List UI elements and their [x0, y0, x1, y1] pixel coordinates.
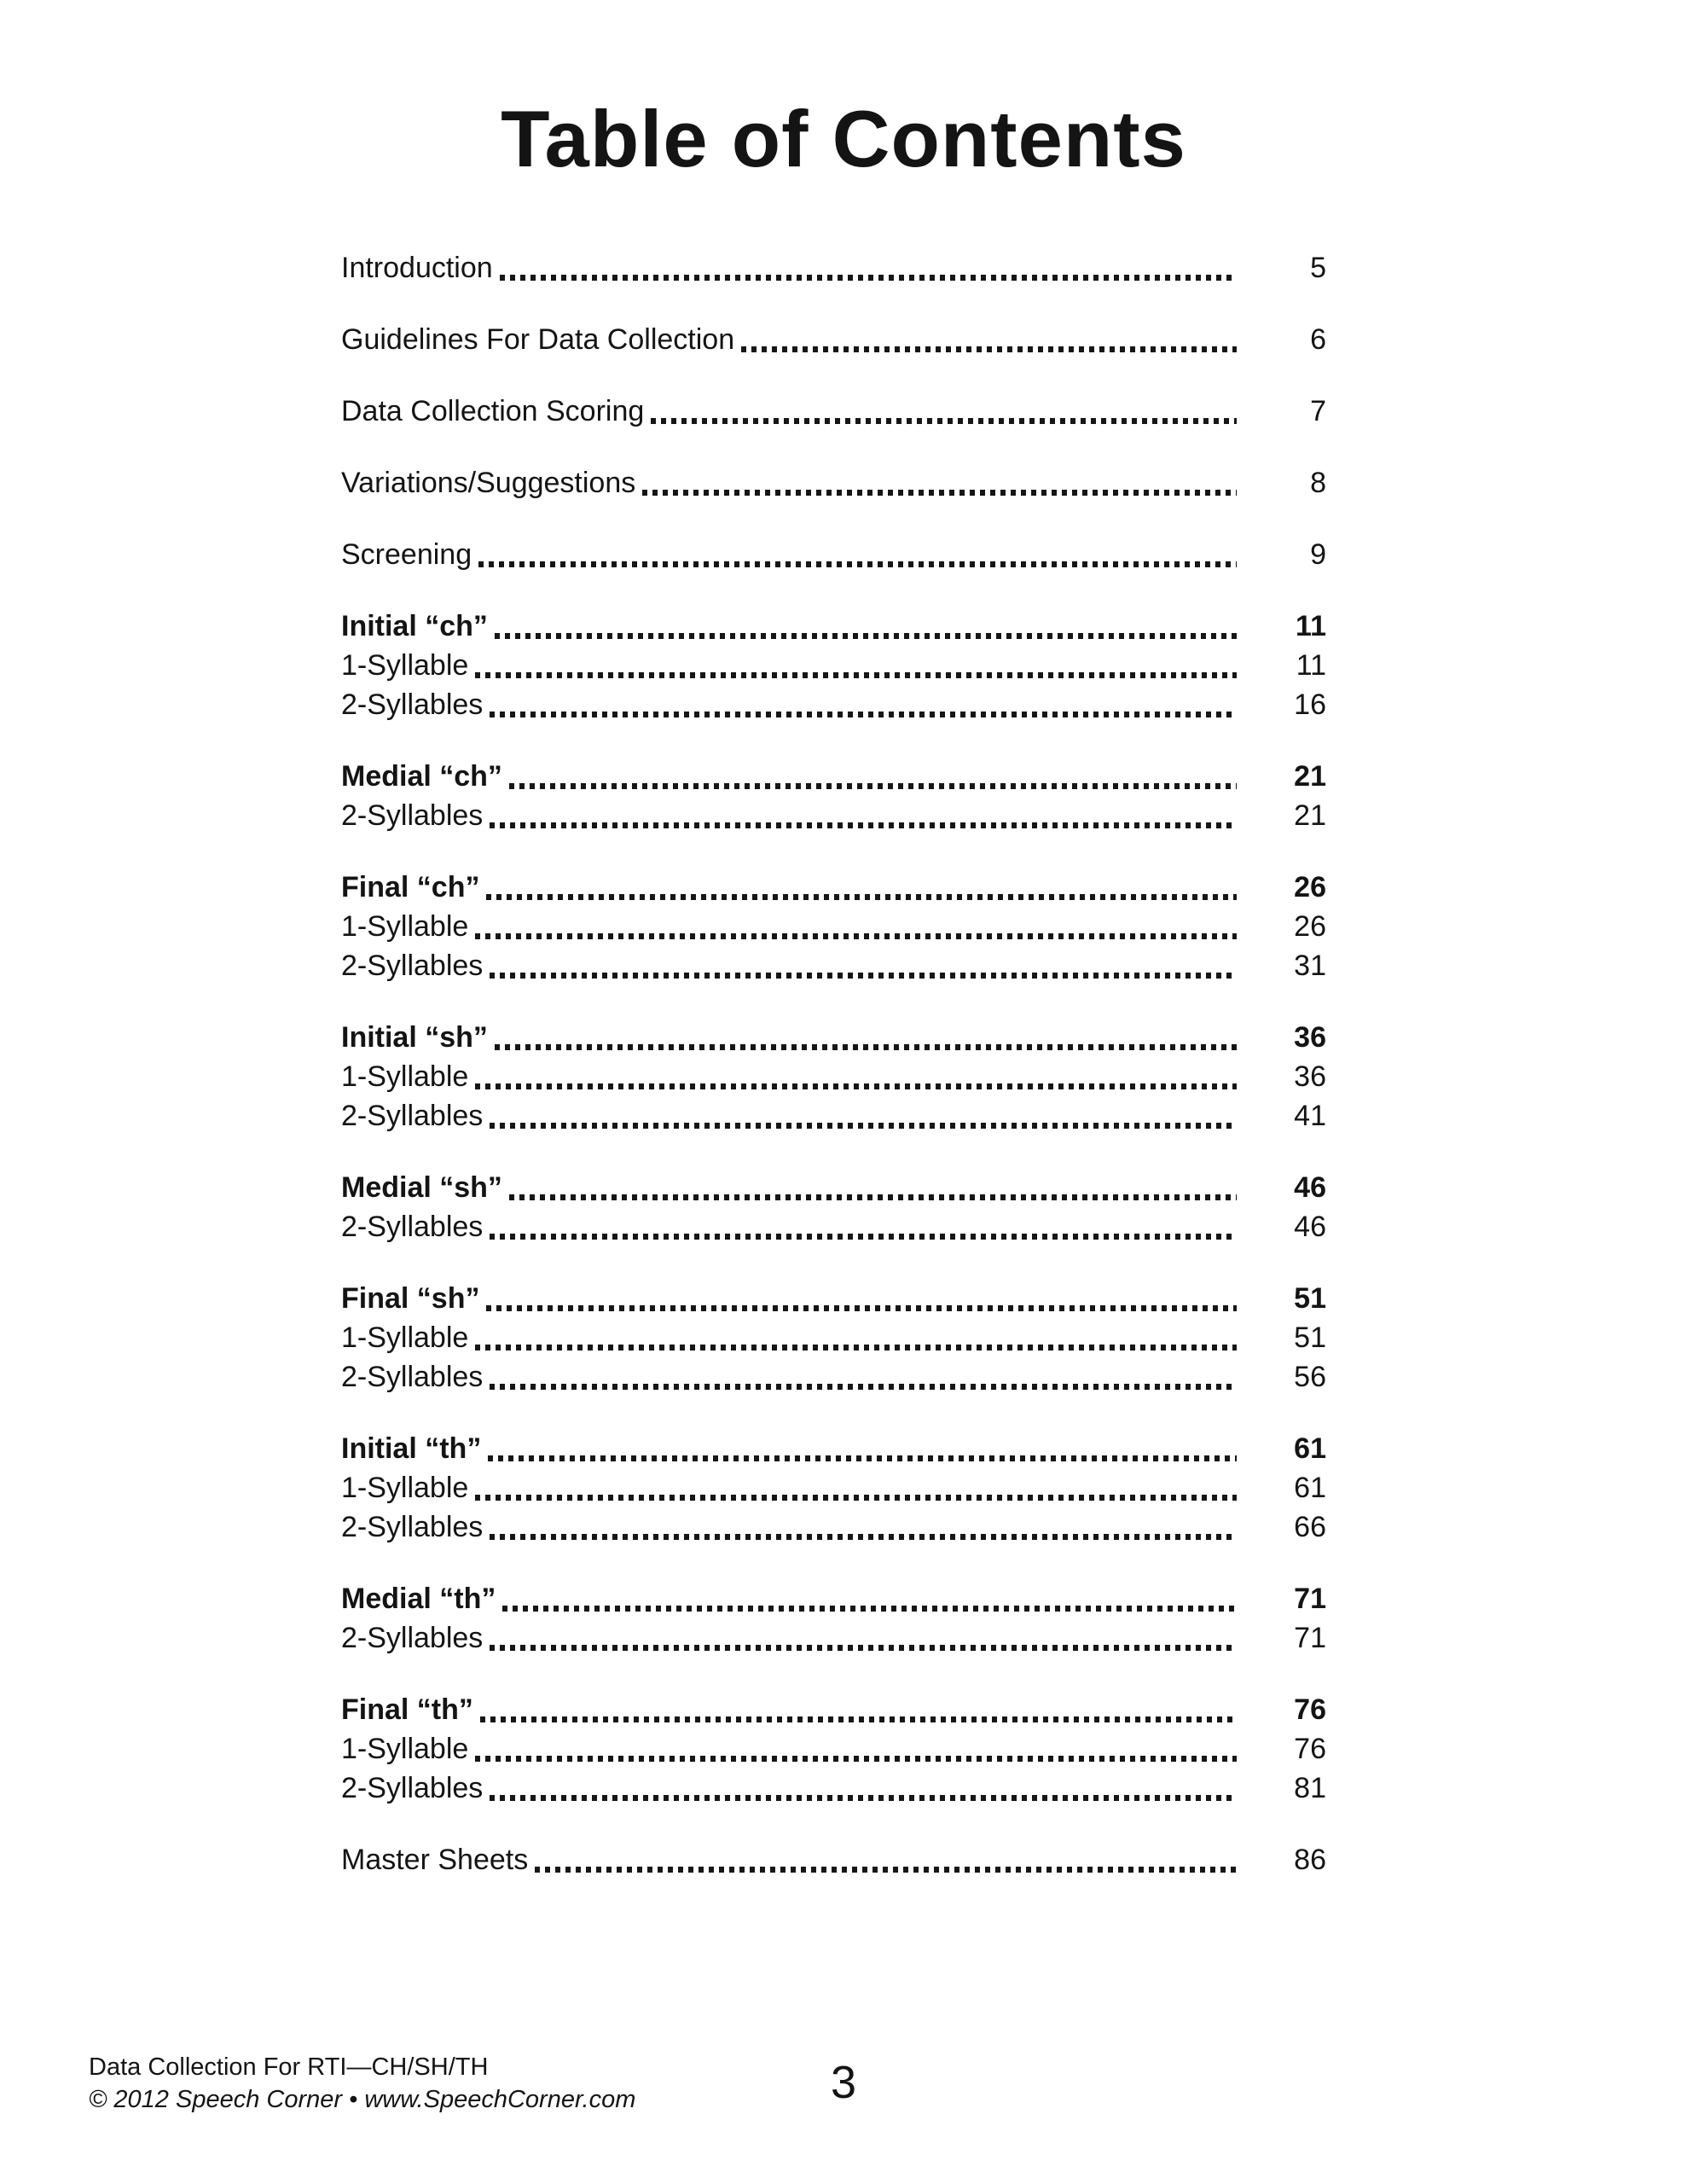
toc-entry-label: 2-Syllables: [341, 1511, 484, 1544]
page-title: Table of Contents: [501, 94, 1186, 183]
toc-entry: [341, 463, 1326, 502]
toc-entry-label: Medial “sh”: [341, 1171, 502, 1205]
dot-leader: [490, 1645, 1237, 1651]
toc-entry: [341, 1018, 1326, 1057]
toc-entry: [341, 907, 1326, 946]
toc-entry-label: Initial “ch”: [341, 610, 488, 643]
toc-group: [341, 1168, 1326, 1246]
toc-entry: [341, 392, 1326, 431]
dot-leader: [475, 1083, 1237, 1089]
toc-entry: [341, 1840, 1326, 1879]
dot-leader: [486, 894, 1237, 900]
toc-entry-page: 61: [1294, 1472, 1326, 1505]
toc-entry-label: Variations/Suggestions: [341, 467, 636, 500]
dot-leader: [475, 1495, 1237, 1501]
dot-leader: [509, 783, 1237, 789]
toc-list: [341, 248, 1326, 1879]
dot-leader: [475, 1756, 1237, 1762]
toc-group: [341, 248, 1326, 288]
toc-entry-page: 71: [1294, 1583, 1326, 1616]
toc-entry-page: 26: [1294, 910, 1326, 944]
toc-entry-page: 86: [1294, 1844, 1326, 1877]
toc-entry: [341, 1429, 1326, 1468]
toc-entry-page: 76: [1294, 1733, 1326, 1766]
footer-booklet-title: Data Collection For RTI—CH/SH/TH: [89, 2053, 489, 2081]
toc-entry: [341, 535, 1326, 574]
dot-leader: [642, 490, 1237, 496]
footer-copyright: © 2012 Speech Corner • www.SpeechCorner.com: [89, 2086, 636, 2113]
toc-entry: [341, 248, 1326, 288]
toc-entry: [341, 1168, 1326, 1207]
toc-entry-page: 36: [1294, 1060, 1326, 1094]
toc-entry: [341, 1096, 1326, 1136]
dot-leader: [478, 561, 1237, 567]
toc-group: [341, 1840, 1326, 1879]
toc-entry-page: 46: [1294, 1171, 1326, 1205]
dot-leader: [509, 1194, 1237, 1200]
toc-entry: [341, 646, 1326, 685]
toc-group: [341, 535, 1326, 574]
toc-group: [341, 1018, 1326, 1136]
toc-entry: [341, 607, 1326, 646]
toc-group: [341, 1690, 1326, 1808]
toc-entry: [341, 1769, 1326, 1808]
toc-entry: [341, 1057, 1326, 1096]
toc-entry-label: Medial “ch”: [341, 760, 502, 793]
toc-entry-label: 1-Syllable: [341, 1472, 469, 1505]
toc-group: [341, 757, 1326, 835]
toc-entry: [341, 1207, 1326, 1246]
toc-entry: [341, 1468, 1326, 1507]
dot-leader: [535, 1867, 1237, 1873]
toc-entry-label: Final “sh”: [341, 1282, 480, 1316]
dot-leader: [495, 633, 1237, 639]
toc-entry-page: 51: [1294, 1321, 1326, 1355]
dot-leader: [490, 1234, 1237, 1240]
page-number: 3: [830, 2057, 857, 2108]
toc-entry-page: 21: [1294, 799, 1326, 833]
toc-entry-page: 7: [1310, 395, 1326, 428]
toc-entry-page: 6: [1310, 323, 1326, 357]
dot-leader: [490, 973, 1237, 979]
dot-leader: [502, 1606, 1237, 1612]
dot-leader: [490, 1123, 1237, 1129]
toc-entry-label: 2-Syllables: [341, 688, 484, 722]
toc-entry-page: 26: [1294, 871, 1326, 904]
toc-entry-label: Screening: [341, 538, 472, 572]
toc-entry: [341, 1507, 1326, 1547]
dot-leader: [490, 822, 1237, 828]
dot-leader: [651, 418, 1237, 424]
toc-entry: [341, 1318, 1326, 1357]
dot-leader: [475, 1345, 1237, 1350]
toc-entry-label: 2-Syllables: [341, 1772, 484, 1805]
toc-entry-page: 61: [1294, 1432, 1326, 1466]
toc-entry: [341, 1357, 1326, 1397]
toc-group: [341, 1429, 1326, 1547]
toc-entry-label: 2-Syllables: [341, 1100, 484, 1133]
toc-entry-label: 2-Syllables: [341, 950, 484, 983]
toc-entry: [341, 685, 1326, 724]
toc-group: [341, 1579, 1326, 1658]
toc-entry-label: Final “ch”: [341, 871, 480, 904]
toc-entry-page: 21: [1294, 760, 1326, 793]
toc-entry-label: 2-Syllables: [341, 1211, 484, 1244]
toc-entry: [341, 946, 1326, 985]
toc-entry-page: 76: [1294, 1693, 1326, 1727]
toc-group: [341, 1279, 1326, 1397]
toc-group: [341, 392, 1326, 431]
dot-leader: [488, 1455, 1237, 1461]
toc-entry: [341, 1729, 1326, 1769]
toc-entry-label: Initial “th”: [341, 1432, 482, 1466]
dot-leader: [475, 672, 1237, 678]
toc-entry-page: 31: [1294, 950, 1326, 983]
toc-entry: [341, 1579, 1326, 1618]
toc-entry-label: 2-Syllables: [341, 1361, 484, 1394]
toc-entry-label: 1-Syllable: [341, 1060, 469, 1094]
toc-entry-label: 1-Syllable: [341, 1733, 469, 1766]
dot-leader: [490, 1384, 1237, 1390]
toc-entry-page: 51: [1294, 1282, 1326, 1316]
toc-entry: [341, 320, 1326, 359]
toc-entry-page: 16: [1294, 688, 1326, 722]
toc-entry-page: 8: [1310, 467, 1326, 500]
dot-leader: [495, 1044, 1237, 1050]
dot-leader: [475, 933, 1237, 939]
toc-entry-page: 46: [1294, 1211, 1326, 1244]
toc-entry-page: 36: [1294, 1021, 1326, 1054]
toc-entry: [341, 1618, 1326, 1658]
toc-group: [341, 607, 1326, 724]
toc-entry-label: 1-Syllable: [341, 910, 469, 944]
toc-entry-page: 81: [1294, 1772, 1326, 1805]
toc-entry-label: Final “th”: [341, 1693, 473, 1727]
toc-group: [341, 320, 1326, 359]
toc-entry: [341, 868, 1326, 907]
toc-entry-label: Initial “sh”: [341, 1021, 488, 1054]
toc-entry-label: 2-Syllables: [341, 799, 484, 833]
toc-entry-label: Introduction: [341, 252, 493, 285]
toc-entry-page: 11: [1296, 610, 1326, 643]
dot-leader: [486, 1305, 1237, 1311]
toc-entry-label: Master Sheets: [341, 1844, 529, 1877]
toc-entry-label: 1-Syllable: [341, 649, 469, 682]
toc-entry-label: 2-Syllables: [341, 1622, 484, 1655]
toc-entry-page: 9: [1310, 538, 1326, 572]
toc-entry: [341, 1279, 1326, 1318]
toc-entry-page: 41: [1294, 1100, 1326, 1133]
dot-leader: [480, 1716, 1237, 1722]
toc-entry: [341, 796, 1326, 835]
toc-entry-label: 1-Syllable: [341, 1321, 469, 1355]
dot-leader: [490, 712, 1237, 717]
toc-entry-label: Data Collection Scoring: [341, 395, 645, 428]
dot-leader: [500, 275, 1237, 281]
toc-entry-page: 71: [1294, 1622, 1326, 1655]
toc-entry-page: 5: [1310, 252, 1326, 285]
dot-leader: [490, 1795, 1237, 1801]
toc-entry-label: Guidelines For Data Collection: [341, 323, 735, 357]
toc-entry-page: 11: [1296, 649, 1326, 682]
toc-group: [341, 463, 1326, 502]
toc-entry-page: 66: [1294, 1511, 1326, 1544]
toc-entry-label: Medial “th”: [341, 1583, 496, 1616]
toc-entry: [341, 1690, 1326, 1729]
toc-group: [341, 868, 1326, 985]
toc-entry: [341, 757, 1326, 796]
toc-entry-page: 56: [1294, 1361, 1326, 1394]
dot-leader: [490, 1534, 1237, 1540]
dot-leader: [741, 346, 1237, 352]
